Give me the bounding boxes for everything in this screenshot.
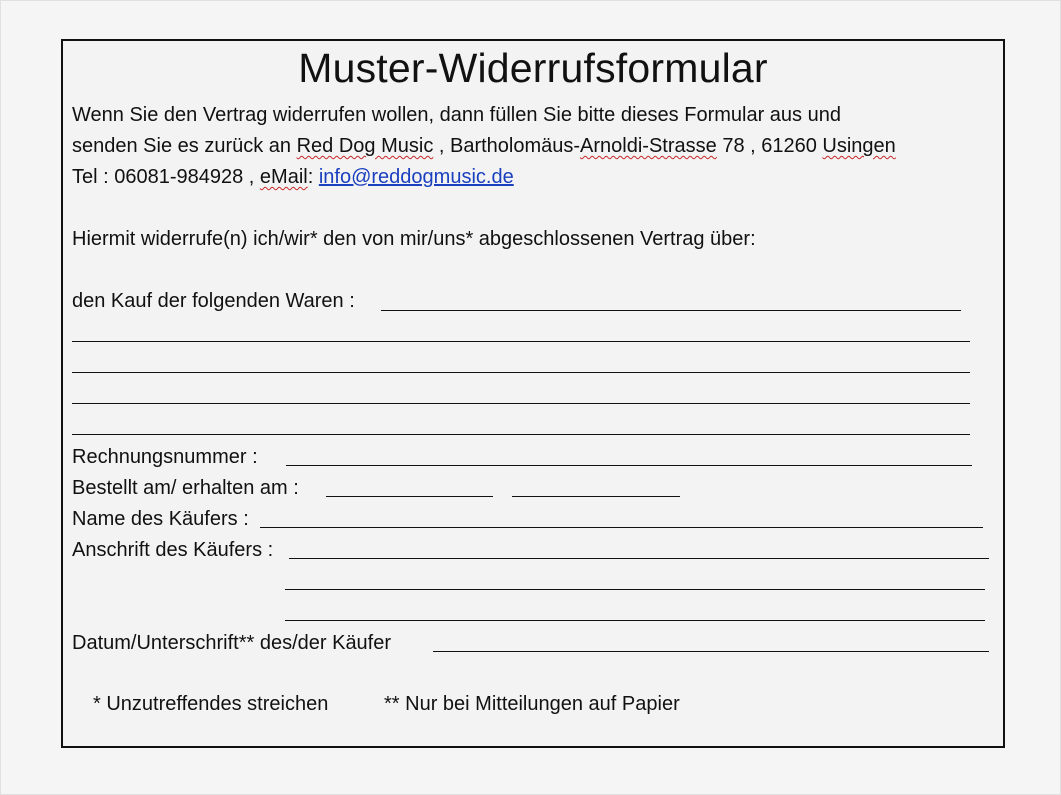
intro-line-1: Wenn Sie den Vertrag widerrufen wollen, dann füllen Sie bitte dieses Formular aus und: [72, 104, 841, 126]
city-name: Usingen: [822, 135, 896, 157]
buyer-address-label: Anschrift des Käufers :: [72, 539, 274, 561]
goods-input-line[interactable]: [381, 310, 961, 311]
invoice-number-input-line[interactable]: [286, 465, 972, 466]
goods-continuation-line-3[interactable]: [72, 403, 970, 404]
received-date-input-line[interactable]: [512, 496, 680, 497]
telephone-text: Tel : 06081-984928 ,: [72, 166, 260, 188]
invoice-number-label: Rechnungsnummer :: [72, 446, 258, 468]
declaration-text: Hiermit widerrufe(n) ich/wir* den von mir/uns* abgeschlossenen Vertrag über:: [72, 228, 756, 250]
ordered-received-label: Bestellt am/ erhalten am :: [72, 477, 299, 499]
intro-line-2-prefix: senden Sie es zurück an: [72, 135, 297, 157]
intro-line-2-mid: , Bartholomäus-: [433, 135, 581, 157]
goods-continuation-line-4[interactable]: [72, 434, 970, 435]
buyer-name-label: Name des Käufers :: [72, 508, 249, 530]
goods-continuation-line-1[interactable]: [72, 341, 970, 342]
intro-line-2-tail: 78 , 61260: [716, 135, 823, 157]
buyer-address-input-line-2[interactable]: [285, 589, 985, 590]
contact-line: [72, 165, 514, 189]
signature-label: Datum/Unterschrift** des/der Käufer: [72, 632, 392, 654]
email-label: eMail: [259, 166, 308, 188]
goods-continuation-line-2[interactable]: [72, 372, 970, 373]
footnote-strike: * Unzutreffendes streichen: [93, 693, 329, 715]
signature-input-line[interactable]: [433, 651, 989, 652]
company-name: Red Dog Music: [296, 135, 434, 157]
goods-label: den Kauf der folgenden Waren :: [72, 290, 355, 312]
form-title: Muster-Widerrufsformular: [298, 45, 768, 91]
intro-line-2: [72, 134, 896, 158]
buyer-address-input-line-3[interactable]: [285, 620, 985, 621]
buyer-address-input-line-1[interactable]: [289, 558, 989, 559]
street-name: Arnoldi-Strasse: [580, 135, 717, 157]
ordered-date-input-line[interactable]: [326, 496, 493, 497]
buyer-name-input-line[interactable]: [260, 527, 983, 528]
footnote-paper: ** Nur bei Mitteilungen auf Papier: [384, 693, 680, 715]
email-separator: :: [307, 166, 319, 188]
withdrawal-form: [61, 39, 1005, 748]
email-link[interactable]: info@reddogmusic.de: [318, 166, 514, 188]
